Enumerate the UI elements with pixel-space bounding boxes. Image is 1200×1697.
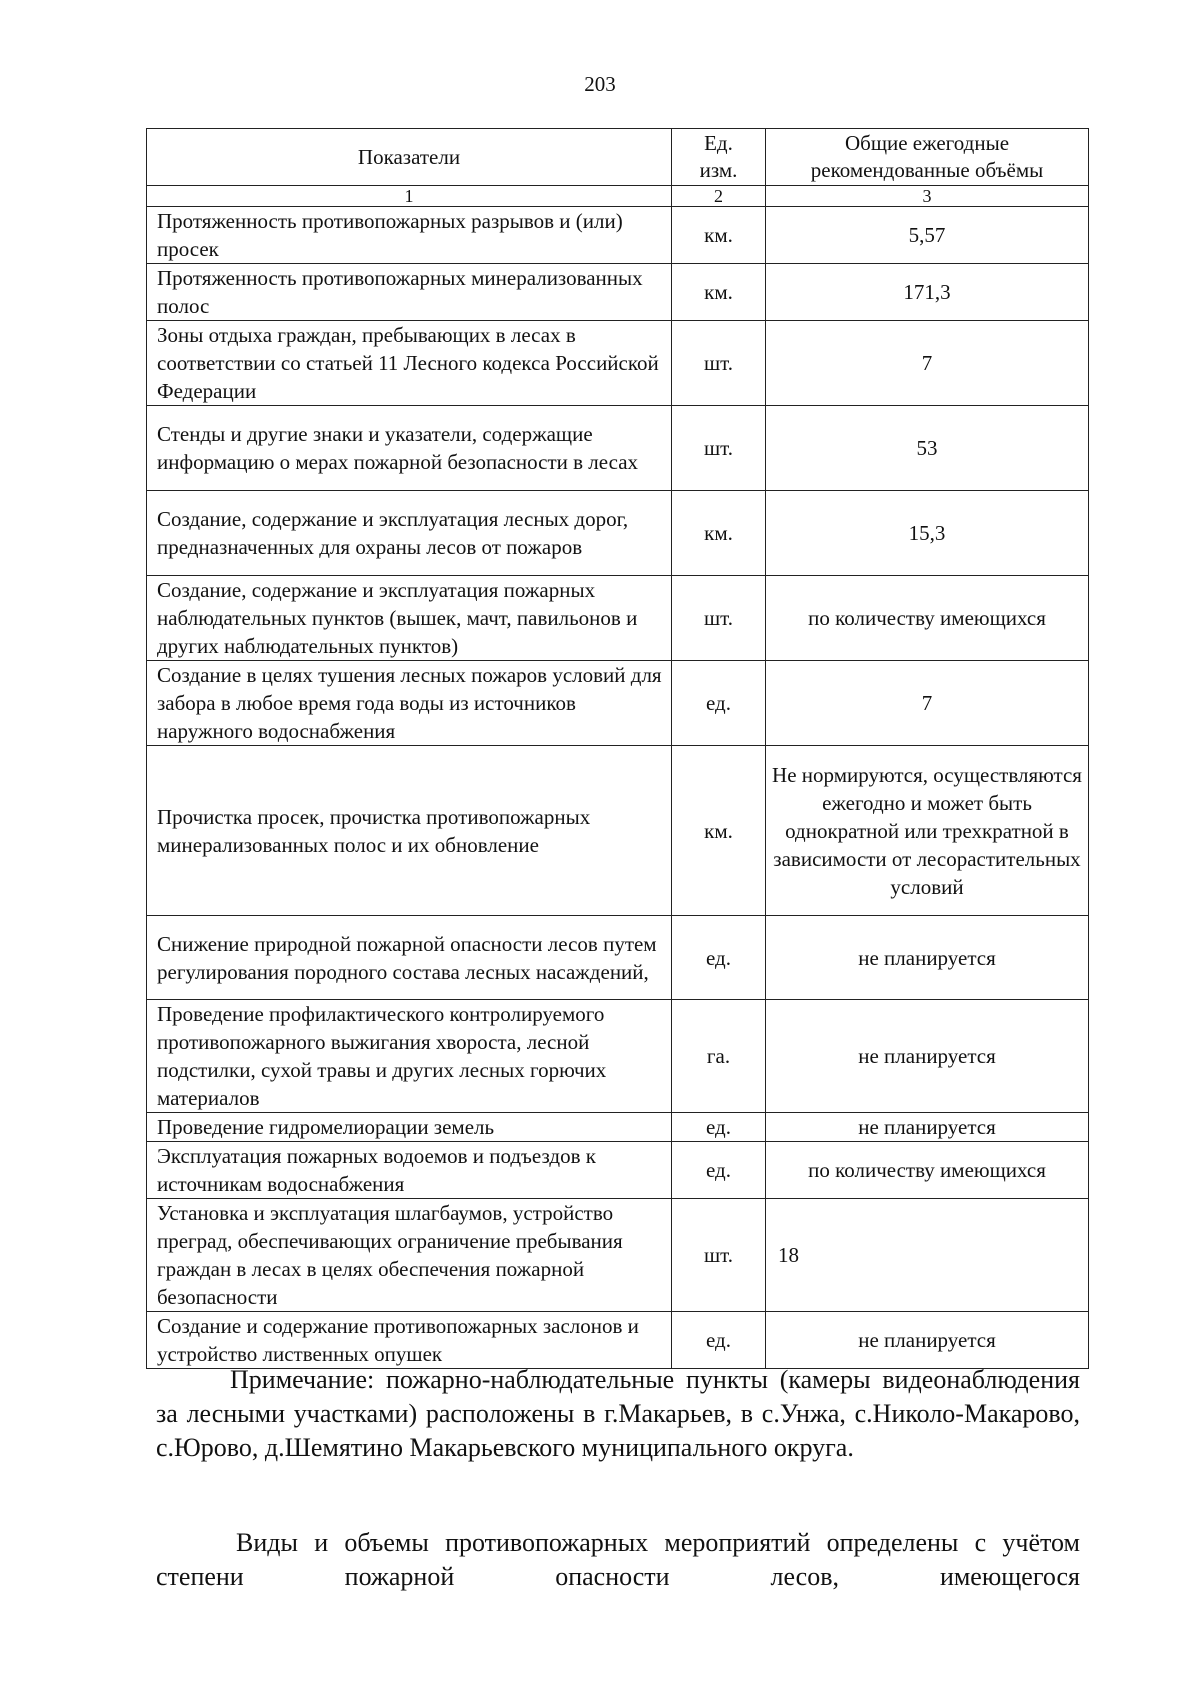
value-cell: 171,3 [766, 264, 1089, 321]
indicator-cell: Создание, содержание и эксплуатация лесных дорог, предназначенных для охраны лесов от пожаров [147, 491, 672, 576]
unit-cell: км. [672, 264, 766, 321]
index-cell-2: 2 [672, 186, 766, 207]
table-row [147, 491, 1089, 576]
table-row [147, 661, 1089, 746]
table-header-row [147, 129, 1089, 186]
table-row [147, 916, 1089, 1000]
value-cell: по количеству имеющихся [766, 1142, 1089, 1199]
unit-cell: ед. [672, 1312, 766, 1369]
indicator-cell: Проведение гидромелиорации земель [147, 1113, 672, 1142]
page-number: 203 [584, 72, 616, 96]
header-indicators: Показатели [147, 129, 672, 186]
value-cell: 53 [766, 406, 1089, 491]
value-cell: 7 [766, 661, 1089, 746]
table-row [147, 406, 1089, 491]
indicator-cell: Установка и эксплуатация шлагбаумов, устройство преград, обеспечивающих ограничение пребывания граждан в лесах в целях обеспечения пожарной безопасности [147, 1199, 672, 1312]
table-row [147, 1199, 1089, 1312]
unit-cell: км. [672, 491, 766, 576]
table-row [147, 1113, 1089, 1142]
unit-cell: га. [672, 1000, 766, 1113]
intro-paragraph: Виды и объемы противопожарных мероприятий определены с учётом степени пожарной опасности лесов, имеющегося [156, 1528, 1080, 1591]
indicator-cell: Создание, содержание и эксплуатация пожарных наблюдательных пунктов (вышек, мачт, павильонов и других наблюдательных пунктов) [147, 576, 672, 661]
indicator-cell: Снижение природной пожарной опасности лесов путем регулирования породного состава лесных насаждений, [147, 916, 672, 1000]
table-row [147, 321, 1089, 406]
unit-cell: ед. [672, 916, 766, 1000]
value-cell: по количеству имеющихся [766, 576, 1089, 661]
index-cell-1: 1 [147, 186, 672, 207]
table-index-row [147, 186, 1089, 207]
indicator-cell: Создание в целях тушения лесных пожаров условий для забора в любое время года воды из источников наружного водоснабжения [147, 661, 672, 746]
index-cell-3: 3 [766, 186, 1089, 207]
indicator-cell: Стенды и другие знаки и указатели, содержащие информацию о мерах пожарной безопасности в лесах [147, 406, 672, 491]
header-annual-volumes: Общие ежегодные рекомендованные объёмы [766, 129, 1089, 186]
table-row [147, 1142, 1089, 1199]
fire-prevention-table [146, 128, 1089, 1369]
value-cell: Не нормируются, осуществляются ежегодно и может быть однократной или трехкратной в зависимости от лесорастительных условий [766, 746, 1089, 916]
value-cell: не планируется [766, 1000, 1089, 1113]
unit-cell: шт. [672, 406, 766, 491]
note-paragraph: Примечание: пожарно-наблюдательные пункты (камеры видеонаблюдения за лесными участками) расположены в г.Макарьев, в с.Унжа, с.Николо-Макарово, с.Юрово, д.Шемятино Макарьевского муниципального округа. [156, 1365, 1080, 1462]
unit-cell: ед. [672, 1142, 766, 1199]
indicator-cell: Зоны отдыха граждан, пребывающих в лесах в соответствии со статьей 11 Лесного кодекса Российской Федерации [147, 321, 672, 406]
indicator-cell: Прочистка просек, прочистка противопожарных минерализованных полос и их обновление [147, 746, 672, 916]
value-cell: не планируется [766, 916, 1089, 1000]
value-cell: 7 [766, 321, 1089, 406]
value-cell: 5,57 [766, 207, 1089, 264]
value-cell: 15,3 [766, 491, 1089, 576]
value-cell: не планируется [766, 1113, 1089, 1142]
table-row [147, 1000, 1089, 1113]
table-row [147, 264, 1089, 321]
indicator-cell: Эксплуатация пожарных водоемов и подъездов к источникам водоснабжения [147, 1142, 672, 1199]
value-cell: не планируется [766, 1312, 1089, 1369]
indicator-cell: Создание и содержание противопожарных заслонов и устройство лиственных опушек [147, 1312, 672, 1369]
unit-cell: ед. [672, 1113, 766, 1142]
table-row [147, 1312, 1089, 1369]
indicator-cell: Проведение профилактического контролируемого противопожарного выжигания хвороста, лесной подстилки, сухой травы и других лесных горючих материалов [147, 1000, 672, 1113]
indicator-cell: Протяженность противопожарных минерализованных полос [147, 264, 672, 321]
table-row [147, 746, 1089, 916]
unit-cell: шт. [672, 576, 766, 661]
unit-cell: шт. [672, 321, 766, 406]
value-cell: 18 [766, 1199, 1089, 1312]
unit-cell: шт. [672, 1199, 766, 1312]
unit-cell: км. [672, 746, 766, 916]
table-row [147, 576, 1089, 661]
unit-cell: ед. [672, 661, 766, 746]
intro-paragraph-block [156, 1526, 1080, 1594]
table-note [156, 1363, 1080, 1465]
unit-cell: км. [672, 207, 766, 264]
header-unit: Ед. изм. [672, 129, 766, 186]
table-row [147, 207, 1089, 264]
indicator-cell: Протяженность противопожарных разрывов и (или) просек [147, 207, 672, 264]
